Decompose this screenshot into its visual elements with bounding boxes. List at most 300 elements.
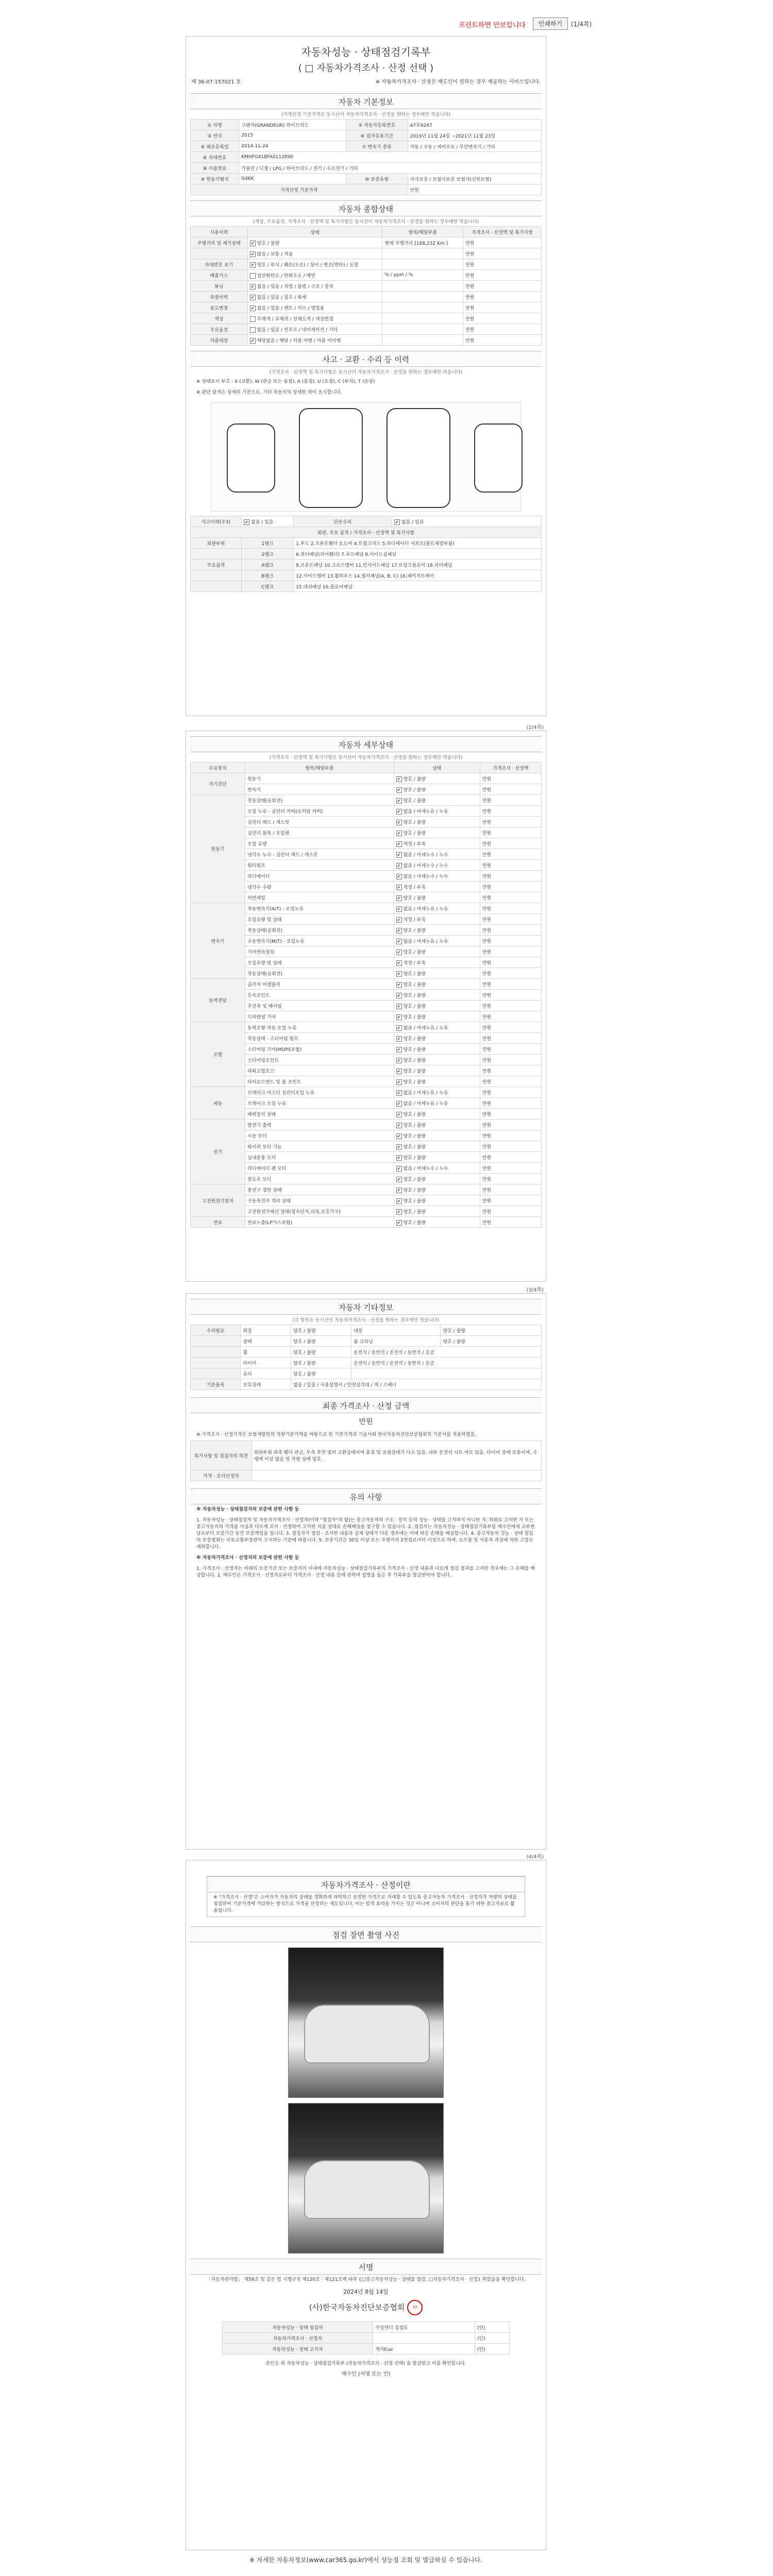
cell: ✔ 양호 / 부식 / 훼손(오손) / 상이 / 변조(변타) / 도말 xyxy=(247,259,382,270)
cell: ✔ 없음 / 미세누유 / 누유 xyxy=(394,1087,480,1098)
checkbox xyxy=(396,917,402,923)
cell: 오일 유량 xyxy=(245,838,394,849)
cell: 외판부위 좌측 휀다 판금, 우측 후면 범퍼 교환상태이며 흠집 및 요철상태가 다소 있음. 내부 운전석 시트 마모 있음. 타이어 상태 보통이며, 주행에 이상 없음 및 차량 상태 양호. xyxy=(252,1441,542,1470)
cell: ✔ 양호 / 불량 xyxy=(394,1120,480,1130)
table-row xyxy=(191,302,542,313)
cell: 외판부위 xyxy=(191,538,242,549)
car-image xyxy=(304,2005,430,2063)
page-1 xyxy=(186,36,546,716)
cell: 가격조사 · 산정액 및 특기사항 xyxy=(463,227,542,238)
table-row xyxy=(191,1470,542,1481)
cell: 동력조향 작동 오일 누유 xyxy=(245,1022,394,1033)
car-image xyxy=(304,2160,430,2219)
cell: 광택 xyxy=(241,1336,291,1347)
cell xyxy=(191,248,248,259)
table-row xyxy=(222,2322,509,2333)
cell: 만원 xyxy=(463,281,542,292)
page-number: (4/4쪽) xyxy=(526,1854,544,1860)
cell: 만원 xyxy=(463,313,542,324)
cell: 만원 xyxy=(480,936,541,946)
cell: 만원 xyxy=(480,882,541,892)
cell: 2015 xyxy=(239,130,346,141)
checkbox xyxy=(396,885,402,890)
cell xyxy=(382,335,463,346)
cell: ✔ 양호 / 불량 xyxy=(394,1076,480,1087)
cell: 고전원전기배선 상태(접속단자,피복,보호기구) xyxy=(245,1206,394,1217)
table-row xyxy=(191,1379,542,1390)
checkbox xyxy=(396,1155,402,1161)
checkbox xyxy=(396,906,402,912)
cell: ✔ 양호 / 불량 xyxy=(394,1065,480,1076)
accident-summary xyxy=(190,516,542,592)
cell: 만원 xyxy=(480,827,541,838)
cell: 만원 xyxy=(480,903,541,914)
cell: ✔ 양호 / 불량 xyxy=(394,784,480,795)
cell: ✔ 적정 / 부족 xyxy=(394,882,480,892)
cell: 만원 xyxy=(480,1022,541,1033)
final-price-note: ※ 가격조사 · 산정가격은 보험개발원의 차량기준가액을 바탕으로 한 기준가격과 기술사회 한국자동차진단보증협회의 기준서를 적용하였음. xyxy=(196,1432,477,1437)
cell: 1랭크 xyxy=(242,538,294,549)
cell: ⑩ 보증유형 xyxy=(346,174,408,184)
table-row xyxy=(191,120,542,130)
cell: 보유상태 xyxy=(241,1379,291,1390)
cell: KMHFG41BFA0112690 xyxy=(239,152,542,163)
cell: 만원 xyxy=(480,1120,541,1130)
cell: 기어변속장치 xyxy=(245,946,394,957)
cell: 만원 xyxy=(480,773,541,784)
cell: 전기 xyxy=(191,1120,245,1184)
cell: 현재 주행거리 [168,232 Km ] xyxy=(382,238,463,248)
checkbox xyxy=(396,960,402,966)
cell: 만원 xyxy=(480,871,541,882)
cell: B랭크 xyxy=(242,570,294,581)
other-info-section xyxy=(190,1299,542,1581)
cell xyxy=(252,1470,542,1481)
cell: ✔ 양호 / 불량 xyxy=(394,827,480,838)
cell: ⑥ 차대번호 xyxy=(191,152,239,163)
checkbox xyxy=(250,306,256,311)
cell: 원동기 xyxy=(245,773,394,784)
checkbox xyxy=(396,1188,402,1193)
checkbox xyxy=(250,284,256,290)
cell: 가격 · 조사산정자 xyxy=(191,1470,252,1481)
cell: 자동차성능 · 상태 점검자 xyxy=(222,2322,373,2333)
table-row xyxy=(191,130,542,141)
print-button[interactable]: 인쇄하기 xyxy=(533,18,568,30)
inspection-photo-rear xyxy=(288,2103,444,2253)
cell: 항목/해당부품 xyxy=(382,227,463,238)
checkbox xyxy=(250,262,256,268)
cell: ✔ 양호 / 불량 xyxy=(394,1001,480,1011)
table-header-row xyxy=(191,527,542,538)
table-row xyxy=(191,581,542,592)
checkbox xyxy=(396,1101,402,1107)
checkbox xyxy=(250,327,256,333)
table-row xyxy=(191,259,542,270)
cell: ✔ 없음 / 미세누수 / 누수 xyxy=(394,860,480,871)
cell: 추진축 및 베어링 xyxy=(245,1001,394,1011)
cell: ✔ 없음 / 있음 / 침수 / 화재 xyxy=(247,292,382,302)
cell: 만원 xyxy=(480,817,541,827)
cell: 리콜대상 xyxy=(191,335,248,346)
cell: ✔ 없음 / 미세누수 / 누수 xyxy=(394,849,480,860)
cell: ✔ 없음 / 있음 xyxy=(242,516,294,527)
checkbox xyxy=(396,1069,402,1074)
checkbox xyxy=(250,273,256,279)
cell: 만원 xyxy=(480,957,541,968)
table-row xyxy=(191,248,542,259)
print-notice: 프린트하면 안보입니다 xyxy=(459,22,526,29)
cell: 브레이크 오일 누유 xyxy=(245,1098,394,1109)
cell: 양호 / 불량 xyxy=(291,1325,351,1336)
cell: ✔ 없음 / 미세누유 / 누유 xyxy=(394,1098,480,1109)
cell: 양호 / 불량 xyxy=(291,1358,351,1368)
checkbox xyxy=(250,241,256,246)
cell: 만원 xyxy=(480,1033,541,1044)
cell: 작동상태(공회전) xyxy=(245,925,394,936)
cell: ⑦ 변속기 종류 xyxy=(346,141,408,152)
cell: ✔ 양호 / 불량 xyxy=(394,1033,480,1044)
detail-section xyxy=(190,736,542,1228)
car-top-view-icon xyxy=(299,408,363,508)
cell xyxy=(382,313,463,324)
cell: 특별이력 xyxy=(191,292,248,302)
cell: ✔ 양호 / 불량 xyxy=(394,968,480,979)
checkbox xyxy=(396,1144,402,1150)
basic-info-header: 자동차 기본정보 xyxy=(190,93,542,109)
cell: 만원 xyxy=(480,1152,541,1163)
accident-note: (가격조사 · 산정액 및 특기사항은 동시산이 자동차가격조사 · 산정을 원하는 경우에만 적습니다) xyxy=(269,370,463,375)
cell: 작동상태(공회전) xyxy=(245,795,394,806)
cell: 주요옵션 xyxy=(191,324,248,335)
table-row xyxy=(191,1184,542,1195)
cell: 만원 xyxy=(480,1163,541,1174)
table-row xyxy=(191,152,542,163)
cell: 라디에이터 xyxy=(245,871,394,882)
cell: 만원 xyxy=(480,860,541,871)
cell: C랭크 xyxy=(242,581,294,592)
cell: 스티어링조인트 xyxy=(245,1055,394,1065)
cell: 만원 xyxy=(480,892,541,903)
cell: 실린더 블록 / 오일팬 xyxy=(245,827,394,838)
cell: 가격조사 · 산정액 xyxy=(480,762,541,773)
cell: ✔ 없음 / 있음 / 렌트 / 리스 / 영업용 xyxy=(247,302,382,313)
checkbox xyxy=(396,831,402,836)
cell: 만원 xyxy=(480,1076,541,1087)
status-note: (색상, 주요옵션, 가격조사 · 산정액 및 특기사항은 동시산이 자동차가격조사 · 산정을 원하는 경우에만 적습니다) xyxy=(253,219,479,225)
table-row xyxy=(191,174,542,184)
other-info-table xyxy=(190,1325,542,1390)
checkbox xyxy=(396,1198,402,1204)
cell: 사용이력 xyxy=(191,227,248,238)
cell: 와이퍼 모터 기능 xyxy=(245,1141,394,1152)
cell: 만원 xyxy=(463,248,542,259)
final-price-header: 최종 가격조사 · 산정 금액 xyxy=(190,1397,542,1413)
cell: ✔많음 / 보통 / 적음 xyxy=(247,248,382,259)
cell: 만원 xyxy=(480,1141,541,1152)
detail-note: (가격조사 · 산정액 및 특기사항은 동시산이 자동차가격조사 · 산정을 원하는 경우에만 적습니다) xyxy=(269,755,463,760)
other-info-note: (각 항목은 동시산이 자동차가격조사 · 산정을 원하는 경우에만 적습니다) xyxy=(292,1318,440,1323)
car-rear-view-icon xyxy=(474,423,523,493)
cell: ✔ 양호 / 불량 xyxy=(394,817,480,827)
table-row xyxy=(191,538,542,549)
cell: ✔ 양호 / 불량 xyxy=(394,1141,480,1152)
cell: 수리필요 xyxy=(191,1325,241,1336)
cell: 동력전달 xyxy=(191,979,245,1022)
page-4 xyxy=(186,1854,546,2550)
detail-header: 자동차 세부상태 xyxy=(190,736,542,752)
cell: 연료 xyxy=(191,1217,245,1228)
cell: 만원 xyxy=(480,1174,541,1184)
cell: 내장 xyxy=(351,1325,441,1336)
checkbox xyxy=(396,939,402,944)
cell: 만원 xyxy=(480,1109,541,1120)
cell: 15.대쉬패널 16.플로어패널 xyxy=(294,581,542,592)
cell: 배출가스 xyxy=(191,270,248,281)
cell: 가성연디 검점도 xyxy=(373,2322,475,2333)
checkbox xyxy=(396,1177,402,1182)
cell: 자동차성능 · 상태 고지자 xyxy=(222,2344,373,2354)
cell: 양호 / 불량 xyxy=(291,1336,351,1347)
cell: ✔ 양호 / 불량 xyxy=(394,925,480,936)
checkbox xyxy=(396,1112,402,1117)
table-row xyxy=(191,313,542,324)
cell: 만원 xyxy=(480,1087,541,1098)
cell: 2014-11-24 xyxy=(239,141,346,152)
cell: ✔ 없음 / 있음 xyxy=(392,516,541,527)
cell xyxy=(382,302,463,313)
cell: ✔ 적정 / 부족 xyxy=(394,957,480,968)
table-row xyxy=(191,979,542,990)
cell: 만원 xyxy=(463,335,542,346)
table-header-row xyxy=(191,227,542,238)
cell: 만원 xyxy=(480,990,541,1001)
cell: 색상 xyxy=(191,313,248,324)
basic-info-note: (가격산정 기준가격은 동시산이 자동차가격조사 · 산정을 원하는 경우에만 적습니다) xyxy=(281,112,451,117)
checkbox xyxy=(396,895,402,901)
cell: 외판, 주요 골격 / 가격조사 · 산정액 및 특기사항 xyxy=(191,527,542,538)
cell xyxy=(382,281,463,292)
cell: 자기진단 xyxy=(191,773,245,795)
car-front-view-icon xyxy=(227,423,275,493)
cell: 만원 xyxy=(480,1195,541,1206)
cell: 만원 xyxy=(463,324,542,335)
doc-number-row xyxy=(186,74,546,88)
cell: ✔ 없음 / 미세누유 / 누유 xyxy=(394,1022,480,1033)
cell: 자동변속기(A/T) - 오일누유 xyxy=(245,903,394,914)
cell: 무채색 / 유채색 / 전체도색 / 색상변경 xyxy=(247,313,382,324)
cell: 디퍼렌셜 기어 xyxy=(245,1011,394,1022)
cell: 고전원전기장치 xyxy=(191,1184,245,1217)
checkbox xyxy=(396,1133,402,1139)
table-row xyxy=(191,184,542,195)
cell: 충전구 절연 상태 xyxy=(245,1184,394,1195)
checkbox xyxy=(394,519,400,525)
checkbox xyxy=(396,971,402,977)
intro-box xyxy=(207,1876,525,1917)
page-number: (2/4쪽) xyxy=(526,725,544,731)
footer-sign: 매수인 (서명 또는 인) xyxy=(341,2371,391,2377)
cell: (인) xyxy=(475,2333,509,2344)
notice-subheader-2: ※ 자동차가격조사 · 산정자의 보증에 관한 사항 등 xyxy=(196,1555,299,1561)
cell: 구동축전지 격리 상태 xyxy=(245,1195,394,1206)
cell: 만원 xyxy=(463,259,542,270)
top-toolbar xyxy=(0,18,773,31)
photo-header: 점검 장면 촬영 사진 xyxy=(190,1926,542,1942)
cell: 주요골격 xyxy=(191,560,242,570)
cell: ✔ 양호 / 불량 xyxy=(394,1206,480,1217)
checkbox xyxy=(396,1047,402,1053)
cell: 양호 / 불량 xyxy=(441,1325,542,1336)
checkbox xyxy=(396,874,402,879)
cell: (인) xyxy=(475,2322,509,2333)
cell: A랭크 xyxy=(242,560,294,570)
cell: 주행거리 및 계기상태 xyxy=(191,238,248,248)
cell: ✔ 양호 / 불량 xyxy=(394,979,480,990)
cell xyxy=(191,549,242,560)
cell: 만원 xyxy=(480,1055,541,1065)
cell: 라디에이터 팬 모터 xyxy=(245,1163,394,1174)
sign-law-text: 「자동차관리법」 제58조 및 같은 법 시행규칙 제120조 · 제121조에 따라 {□중고자동차성능 · 상태를 점검, □자동차가격조사 · 산정} 하였음을 확인합니다. xyxy=(206,2277,526,2282)
table-row xyxy=(191,1022,542,1033)
checkbox xyxy=(396,993,402,998)
cell: 만원 xyxy=(463,238,542,248)
table-row xyxy=(191,335,542,346)
final-price-unit: 만원 xyxy=(359,1418,373,1426)
cell: 연료누출(LP가스포함) xyxy=(245,1217,394,1228)
cell xyxy=(191,581,242,592)
checkbox xyxy=(396,950,402,955)
cell: 튜닝 xyxy=(191,281,248,292)
status-table xyxy=(190,226,542,346)
table-row xyxy=(191,773,542,784)
cell: 만원 xyxy=(463,302,542,313)
cell: 만원 xyxy=(480,1011,541,1022)
checkbox xyxy=(396,1220,402,1226)
cell: 만원 xyxy=(480,795,541,806)
cell: 타이어 xyxy=(241,1358,291,1368)
cell: 9.프론트패널 10.크로스멤버 11.인사이드패널 17.트렁크플로어 18.리어패널 xyxy=(294,560,542,570)
cell: 1.후드 2.프론트휀더 3.도어 4.트렁크리드 5.라디에이터 서포트(볼트체결부품) xyxy=(294,538,542,549)
table-row xyxy=(191,1347,542,1358)
cell: ② 자동차등록번호 xyxy=(346,120,408,130)
doc-no: 36-07-157021 xyxy=(197,79,234,85)
cell: 냉각수 수량 xyxy=(245,882,394,892)
cell: 워터펌프 xyxy=(245,860,394,871)
cell: ✔ 없음 / 미세누수 / 누수 xyxy=(394,1163,480,1174)
cell xyxy=(191,1358,241,1368)
cell: 작동상태(공회전) xyxy=(245,968,394,979)
table-row xyxy=(191,292,542,302)
status-section xyxy=(190,200,542,346)
sign-header: 서명 xyxy=(190,2259,542,2275)
basic-info-table xyxy=(190,119,542,195)
cell: ✔ 양호 / 불량 xyxy=(394,1184,480,1195)
table-row xyxy=(191,324,542,335)
basic-info-section xyxy=(190,93,542,195)
page-2 xyxy=(186,725,546,1282)
table-row xyxy=(191,1441,542,1470)
cell: ✔ 적정 / 부족 xyxy=(394,838,480,849)
cell: 양호 / 불량 xyxy=(441,1336,542,1347)
cell: ✔ 적정 / 부족 xyxy=(394,914,480,925)
checkbox xyxy=(396,1209,402,1215)
intro-text: ※ "가격조사 · 산정"은 소비자가 자동차의 상태를 정확하게 파악하고 공정한 가격으로 거래할 수 있도록 중고자동차 가격조사 · 산정자가 차량의 상태를 점검하여 기준가격에 가감하는 방식으로 가격을 산정하는 제도입니다. 이는 법적 효력을 가지는 것은 아니며 소비자의 판단을 돕기 위한 참고자료로 활용됩니다. xyxy=(213,1895,517,1913)
table-row xyxy=(191,516,542,527)
cell: 변속기 xyxy=(191,903,245,979)
checkbox xyxy=(250,338,256,344)
checkbox xyxy=(396,820,402,825)
cell: 만원 xyxy=(480,925,541,936)
notice-text-1: 1. 자동차성능 · 상태점검자 및 자동차가격조사 · 산정자(이하 "점검자"라 함)는 중고자동차의 구조 · 장치 등의 성능 · 상태를 고지하지 아니한 자, 허위로 고지한 자 또는 중고자동차의 가격을 사실과 다르게 조사 · 산정하여 고지한 자를 상대로 손해배상을 청구할 수 있습니다. 2. 점검자는 자동차성능 · 상태점검기록부를 매수인에게 교부한 날로부터 보증기간 동안 보증책임을 집니다. 3. 점검자가 점검 · 조사한 내용과 실제 상태가 다른 경우에는 이에 따른 손해를 배상합니다. 4. 중고자동차 성능 · 상태 점검의 보증범위는 국토교통부장관이 고시하는 기준에 따릅니다. 5. 보증기간은 30일 이상 또는 주행거리 2천킬로미터 이상으로 하며, 소모품 및 사용자 과실에 의한 고장은 제외합니다. xyxy=(196,1518,535,1550)
cell: 개자Eue xyxy=(373,2344,475,2354)
cell: 작동상태 - 스티어링 펌프 xyxy=(245,1033,394,1044)
cell: 만원 xyxy=(480,784,541,795)
table-row xyxy=(222,2333,509,2344)
cell: ✔ 양호 / 불량 xyxy=(247,238,382,248)
cell: ✔ 양호 / 불량 xyxy=(394,1195,480,1206)
cell: ⑨ 원동기형식 xyxy=(191,174,239,184)
page-number: (3/4쪽) xyxy=(526,1287,544,1293)
cell: 사고이력(주3) xyxy=(191,516,242,527)
signature-table xyxy=(222,2321,510,2354)
checkbox xyxy=(250,295,256,300)
checkbox xyxy=(396,1079,402,1085)
cell: ✔ 없음 / 미세누유 / 누유 xyxy=(394,936,480,946)
cell: 만원 xyxy=(480,1206,541,1217)
cell: ⑤ 최초등록일 xyxy=(191,141,239,152)
company-seal-icon: 印 xyxy=(407,2300,423,2315)
cell: 휠 xyxy=(241,1347,291,1358)
cell: 주요장치 xyxy=(191,762,245,773)
cell: ✔ 양호 / 불량 xyxy=(394,1011,480,1022)
checkbox xyxy=(396,1025,402,1031)
cell: 윈도우 모터 xyxy=(245,1174,394,1184)
cell xyxy=(191,570,242,581)
checkbox xyxy=(396,1014,402,1020)
cell: 등속조인트 xyxy=(245,990,394,1001)
cell: 자동차가격조사 · 산정자 xyxy=(222,2333,373,2344)
cell: 냉각수 누수 - 실린더 헤드 / 개스킷 xyxy=(245,849,394,860)
cell: 없음 / 있음 / 썬루프 / 네비게이션 / 기타 xyxy=(247,324,382,335)
checkbox xyxy=(396,852,402,858)
car-diagram xyxy=(211,402,521,512)
cell: ⑧ 사용연료 xyxy=(191,163,239,174)
cell: 만원 xyxy=(463,292,542,302)
cell: 변속기 xyxy=(245,784,394,795)
cell: 자동 / 수동 / 세미오토 / 무단변속기 / 기타 xyxy=(408,141,541,152)
table-row xyxy=(191,903,542,914)
cell: 없음 / 있음 / 사용설명서 / 안전삼각대 / 잭 / 스패너 xyxy=(291,1379,541,1390)
page-3 xyxy=(186,1287,546,1850)
car-chassis-view-icon xyxy=(386,408,450,508)
detail-table xyxy=(190,762,542,1228)
table-row xyxy=(191,1358,542,1368)
cell: 커먼레일 xyxy=(245,892,394,903)
table-row xyxy=(191,270,542,281)
cell: ✔ 양호 / 불량 xyxy=(394,1044,480,1055)
cell: 만원 xyxy=(480,979,541,990)
cell: 실린더 헤드 / 개스킷 xyxy=(245,817,394,827)
cell: 스티어링 기어(MDPS포함) xyxy=(245,1044,394,1055)
checkbox xyxy=(396,798,402,804)
cell: 배력장치 상태 xyxy=(245,1109,394,1120)
checkbox xyxy=(396,787,402,793)
table-row xyxy=(191,570,542,581)
cell: 12.사이드멤버 13.휠하우스 14.필러패널(A, B, C) 16.패키지트레이 xyxy=(294,570,542,581)
bottom-note: ※ 자세한 자동차정보(www.car365.go.kr)에서 성능점 조회 및 발급하실 수 있습니다. xyxy=(249,2556,482,2564)
table-header-row xyxy=(191,762,542,773)
